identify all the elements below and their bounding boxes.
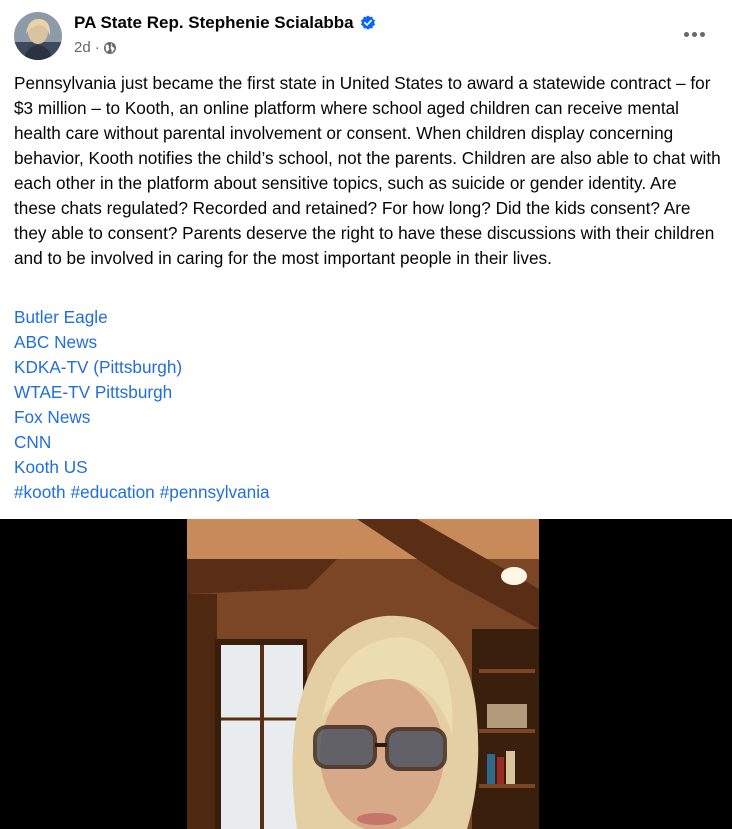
avatar-image — [14, 12, 62, 60]
author-avatar[interactable] — [14, 12, 62, 60]
verified-badge-icon — [360, 15, 376, 31]
more-dot — [684, 32, 689, 37]
more-dot — [700, 32, 705, 37]
author-row — [74, 13, 376, 33]
post-video[interactable] — [0, 519, 732, 829]
post-header — [0, 0, 732, 70]
tagged-page-link[interactable]: Kooth US — [14, 457, 88, 477]
post-meta — [74, 39, 117, 56]
hashtag-row — [14, 480, 275, 505]
hashtag-link[interactable]: #education — [70, 482, 155, 502]
post-body: Pennsylvania just became the first state in United States to award a statewide contract – for $3 million – to Kooth, an online platform where school aged children can receive mental health care without parental involvement or consent. When children display concerning behavior, Kooth notifies the child’s school, not the parents. Children are also able to chat with each other in the platform about sensitive topics, such as suicide or gender identity. Are these chats regulated? Recorded and retained? For how long? Did the kids consent? Are they able to consent? Parents deserve the right to have these discussions with their children and to be involved in caring for the most important people in their lives. — [14, 73, 721, 268]
hashtag-link[interactable]: #kooth — [14, 482, 66, 502]
post-links — [14, 305, 275, 505]
video-frame[interactable] — [187, 519, 539, 829]
globe-icon[interactable] — [103, 41, 117, 55]
more-options-icon[interactable] — [678, 20, 710, 48]
tagged-page-link[interactable]: Butler Eagle — [14, 307, 108, 327]
tagged-page-link[interactable]: CNN — [14, 432, 52, 452]
more-dot — [692, 32, 697, 37]
hashtag-link[interactable]: #pennsylvania — [159, 482, 270, 502]
post-timestamp[interactable]: 2d — [74, 39, 91, 56]
meta-separator: · — [94, 39, 100, 56]
author-name[interactable]: PA State Rep. Stephenie Scialabba — [74, 13, 354, 32]
tagged-page-link[interactable]: WTAE-TV Pittsburgh — [14, 382, 173, 402]
tagged-page-link[interactable]: KDKA-TV (Pittsburgh) — [14, 357, 183, 377]
tagged-page-link[interactable]: ABC News — [14, 332, 98, 352]
video-still — [187, 519, 539, 829]
tagged-page-link[interactable]: Fox News — [14, 407, 91, 427]
